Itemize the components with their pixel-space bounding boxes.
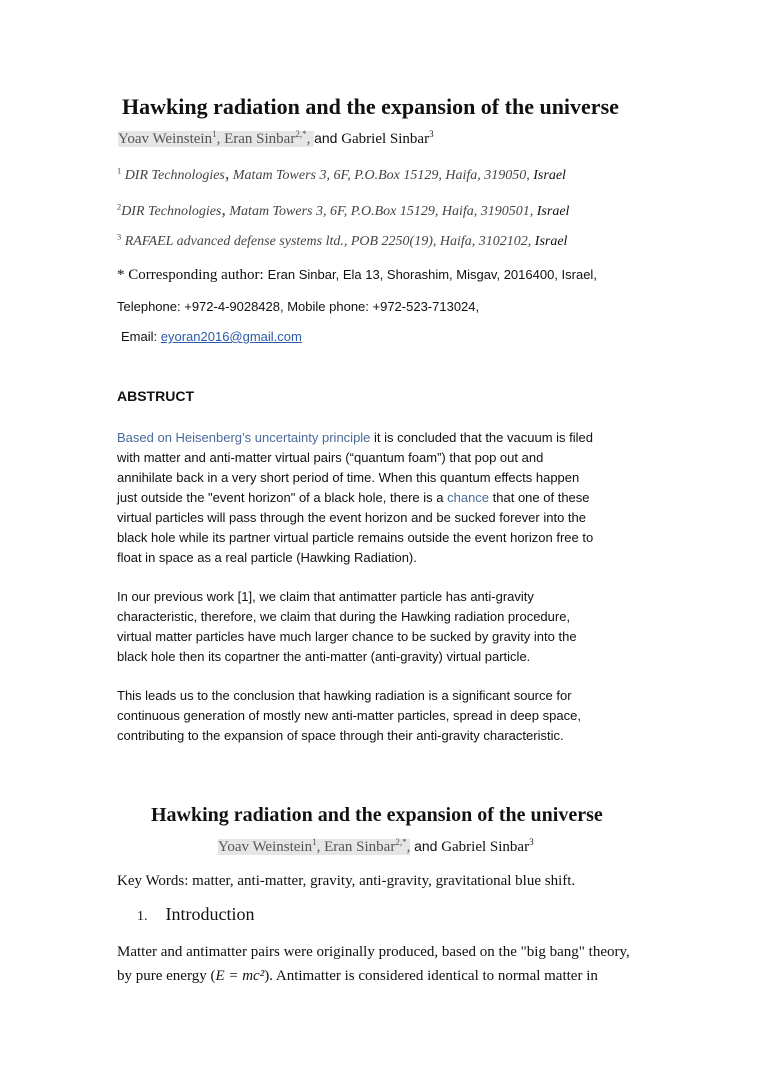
author-2: Eran Sinbar <box>224 131 296 147</box>
author-block-highlight: Yoav Weinstein$^1$, Eran Sinbar$^{2,*}$, <box>118 131 314 147</box>
section-number: 1. <box>137 909 148 924</box>
affiliation-2: $^2$DIR Technologies, Matam Towers 3, 6F, P.O.Box 15129, Haifa, 3190501, Israel <box>117 199 570 219</box>
email-line: Email: eyoran2016@gmail.com <box>121 329 302 344</box>
abstract-paragraph-2: In our previous work [1], we claim that antimatter particle has anti-gravity characteristic, therefore, we claim that during the Hawking radiation procedure, virtual matter particles have much larger chance to be sucked by gravity into the black hole then its copartner the anti-matter (anti-gravity) virtual particle. <box>117 589 577 664</box>
phone-line: Telephone: +972-4-9028428, Mobile phone: +972-523-713024, <box>117 299 480 314</box>
affiliation-1: $^1$ DIR Technologies, Matam Towers 3, 6F, P.O.Box 15129, Haifa, 319050, Israel <box>117 163 566 183</box>
energy-equation: E = mc² <box>215 968 265 984</box>
body-author-line: Yoav Weinstein$^1$, Eran Sinbar$^{2,*}$, and Gabriel Sinbar$^3$ <box>218 837 534 855</box>
section-title: Introduction <box>165 904 255 924</box>
keywords-line: Key Words: matter, anti-matter, gravity, anti-gravity, gravitational blue shift. <box>117 873 576 889</box>
author-1: Yoav Weinstein <box>118 131 213 147</box>
abstract-lead-phrase: Based on Heisenberg’s uncertainty principle <box>117 430 371 445</box>
abstract-paragraph-1: Based on Heisenberg’s uncertainty principle it is concluded that the vacuum is filed with matter and anti-matter virtual pairs (“quantum foam”) that pop out and annihilate back in a very short period of time. When this quantum effects happen just outside the "event horizon" of a black hole, there is a chance that one of these virtual particles will pass through the event horizon and be sucked forever into the black hole while its partner virtual particle remains outside the event horizon free to float in space as a real particle (Hawking Radiation). <box>117 430 594 565</box>
body-author-highlight: Yoav Weinstein$^1$, Eran Sinbar$^{2,*}$, <box>218 837 411 855</box>
affiliation-3: $^3$ RAFAEL advanced defense systems ltd., POB 2250(19), Haifa, 3102102, Israel <box>117 232 568 249</box>
section-heading <box>137 904 254 925</box>
abstract-heading: ABSTRUCT <box>117 388 194 404</box>
corresponding-author: * Corresponding author: Eran Sinbar, Ela 13, Shorashim, Misgav, 2016400, Israel, <box>117 267 597 283</box>
intro-paragraph: Matter and antimatter pairs were originally produced, based on the "big bang" theory, by pure energy (E = mc²). Antimatter is considered identical to normal matter in <box>117 944 630 984</box>
author-line: Yoav Weinstein$^1$, Eran Sinbar$^{2,*}$, and Gabriel Sinbar$^3$ <box>118 129 434 147</box>
body-title: Hawking radiation and the expansion of the universe <box>151 804 603 826</box>
paper-title: Hawking radiation and the expansion of the universe <box>122 94 619 119</box>
and-word: and <box>314 130 338 146</box>
author-3: Gabriel Sinbar <box>341 131 430 147</box>
email-link[interactable]: eyoran2016@gmail.com <box>160 329 302 344</box>
abstract-paragraph-3: This leads us to the conclusion that hawking radiation is a significant source for continuous generation of mostly new anti-matter particles, spread in deep space, contributing to the expansion of space through their anti-gravity characteristic. <box>117 688 581 743</box>
